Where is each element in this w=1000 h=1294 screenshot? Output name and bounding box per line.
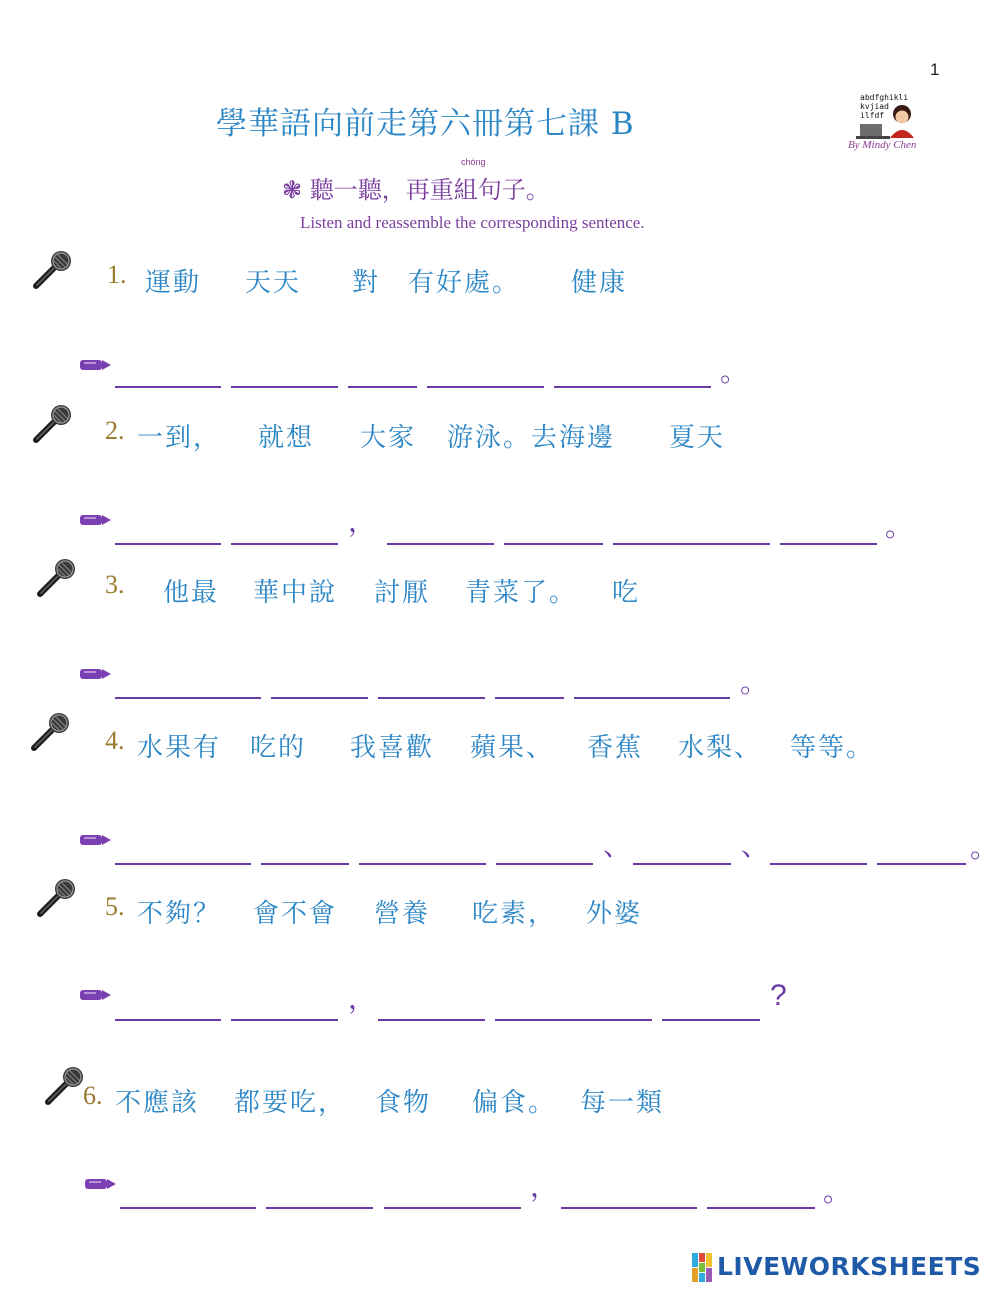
answer-blank[interactable] — [261, 863, 349, 865]
pencil-icon — [82, 1176, 118, 1192]
answer-blank[interactable] — [496, 863, 593, 865]
word-card[interactable]: 不應該 — [115, 1088, 200, 1118]
answer-blank[interactable] — [115, 697, 261, 699]
word-card[interactable]: 夏天 — [669, 423, 726, 453]
answer-blank[interactable] — [231, 543, 338, 545]
question-number: 5. — [105, 892, 125, 921]
answer-blank[interactable] — [378, 697, 485, 699]
word-card[interactable]: 大家 — [360, 423, 417, 453]
answer-blank[interactable] — [115, 863, 251, 865]
punctuation-mark: 。 — [720, 355, 749, 388]
answer-blank[interactable] — [115, 1019, 221, 1021]
punctuation-mark: 。 — [823, 1175, 852, 1208]
word-card[interactable]: 吃 — [612, 578, 641, 608]
page-title: 學華語向前走第六冊第七課 B — [216, 106, 635, 142]
question-number: 3. — [105, 570, 125, 599]
answer-blank[interactable] — [561, 1207, 697, 1209]
answer-blank[interactable] — [495, 697, 564, 699]
answer-blank[interactable] — [613, 543, 770, 545]
punctuation-mark: 。 — [885, 510, 914, 543]
answer-blank[interactable] — [633, 863, 731, 865]
word-card[interactable]: 吃的 — [250, 733, 307, 763]
word-card[interactable]: 偏食。 — [472, 1088, 557, 1118]
microphone-icon[interactable] — [42, 1064, 86, 1108]
page-number: 1 — [930, 60, 940, 79]
answer-blank[interactable] — [384, 1207, 521, 1209]
answer-blank[interactable] — [115, 543, 221, 545]
word-card[interactable]: 香蕉 — [587, 733, 644, 763]
answer-blank[interactable] — [231, 386, 338, 388]
word-card[interactable]: 運動 — [145, 268, 202, 298]
word-card[interactable]: 每一類 — [580, 1088, 665, 1118]
answer-blank[interactable] — [115, 386, 221, 388]
word-card[interactable]: 等等。 — [790, 733, 875, 763]
instruction-english: Listen and reassemble the corresponding sentence. — [300, 213, 645, 232]
word-card[interactable]: 蘋果、 — [470, 733, 555, 763]
question-number: 6. — [83, 1081, 103, 1110]
word-card[interactable]: 天天 — [245, 268, 302, 298]
pencil-icon — [77, 832, 113, 848]
word-card[interactable]: 他最 — [163, 578, 220, 608]
svg-text:ilfdf: ilfdf — [860, 111, 885, 120]
word-card[interactable]: 不夠？ — [137, 899, 222, 929]
word-card[interactable]: 水果有 — [137, 733, 222, 763]
word-card[interactable]: 游泳。去海邊 — [447, 423, 616, 453]
question-number: 1. — [107, 260, 127, 289]
answer-blank[interactable] — [348, 386, 417, 388]
word-card[interactable]: 水梨、 — [678, 733, 763, 763]
punctuation-mark: 、 — [741, 829, 770, 862]
pencil-icon — [77, 512, 113, 528]
microphone-icon[interactable] — [34, 556, 78, 600]
punctuation-mark: ， — [530, 1170, 559, 1203]
word-card[interactable]: 健康 — [571, 268, 628, 298]
answer-blank[interactable] — [877, 863, 966, 865]
word-card[interactable]: 會不會 — [253, 899, 338, 929]
punctuation-mark: ? — [770, 979, 787, 1012]
pencil-icon — [77, 357, 113, 373]
word-card[interactable]: 我喜歡 — [350, 733, 435, 763]
answer-blank[interactable] — [120, 1207, 256, 1209]
word-card[interactable]: 一到， — [137, 423, 222, 453]
svg-text:abdfghikli: abdfghikli — [860, 93, 909, 102]
svg-text:kvjiad: kvjiad — [860, 102, 889, 111]
word-card[interactable]: 華中說 — [253, 578, 338, 608]
answer-blank[interactable] — [266, 1207, 373, 1209]
answer-blank[interactable] — [504, 543, 603, 545]
brand-name[interactable]: LIVEWORKSHEETS — [717, 1252, 982, 1281]
word-card[interactable]: 食物 — [375, 1088, 432, 1118]
word-card[interactable]: 有好處。 — [408, 268, 521, 298]
pinyin-annotation: chóng — [461, 157, 486, 167]
word-card[interactable]: 就想 — [258, 423, 315, 453]
microphone-icon[interactable] — [28, 710, 72, 754]
answer-blank[interactable] — [427, 386, 544, 388]
punctuation-mark: ， — [348, 982, 377, 1015]
word-card[interactable]: 吃素， — [472, 899, 557, 929]
logo-caption: By Mindy Chen — [848, 139, 917, 151]
word-card[interactable]: 都要吃， — [234, 1088, 347, 1118]
answer-blank[interactable] — [387, 543, 494, 545]
word-card[interactable]: 青菜了。 — [465, 578, 578, 608]
word-card[interactable]: 討厭 — [374, 578, 431, 608]
microphone-icon[interactable] — [34, 876, 78, 920]
word-card[interactable]: 營養 — [374, 899, 431, 929]
pencil-icon — [77, 987, 113, 1003]
question-number: 4. — [105, 726, 125, 755]
question-number: 2. — [105, 416, 125, 445]
answer-blank[interactable] — [378, 1019, 485, 1021]
answer-blank[interactable] — [554, 386, 711, 388]
answer-blank[interactable] — [707, 1207, 815, 1209]
liveworksheets-logo-icon — [692, 1253, 714, 1283]
punctuation-mark: ， — [348, 505, 377, 538]
punctuation-mark: 。 — [740, 666, 769, 699]
answer-blank[interactable] — [780, 543, 877, 545]
answer-blank[interactable] — [662, 1019, 760, 1021]
answer-blank[interactable] — [359, 863, 486, 865]
instruction-text: ❃ 聽一聽，再重組句子。 — [282, 176, 550, 204]
answer-blank[interactable] — [271, 697, 368, 699]
answer-blank[interactable] — [770, 863, 867, 865]
answer-blank[interactable] — [574, 697, 730, 699]
microphone-icon[interactable] — [30, 248, 74, 292]
word-card[interactable]: 外婆 — [586, 899, 643, 929]
microphone-icon[interactable] — [30, 402, 74, 446]
answer-blank[interactable] — [495, 1019, 652, 1021]
punctuation-mark: 、 — [603, 829, 632, 862]
word-card[interactable]: 對 — [352, 268, 381, 298]
pencil-icon — [77, 666, 113, 682]
answer-blank[interactable] — [231, 1019, 338, 1021]
punctuation-mark: 。 — [970, 831, 999, 864]
